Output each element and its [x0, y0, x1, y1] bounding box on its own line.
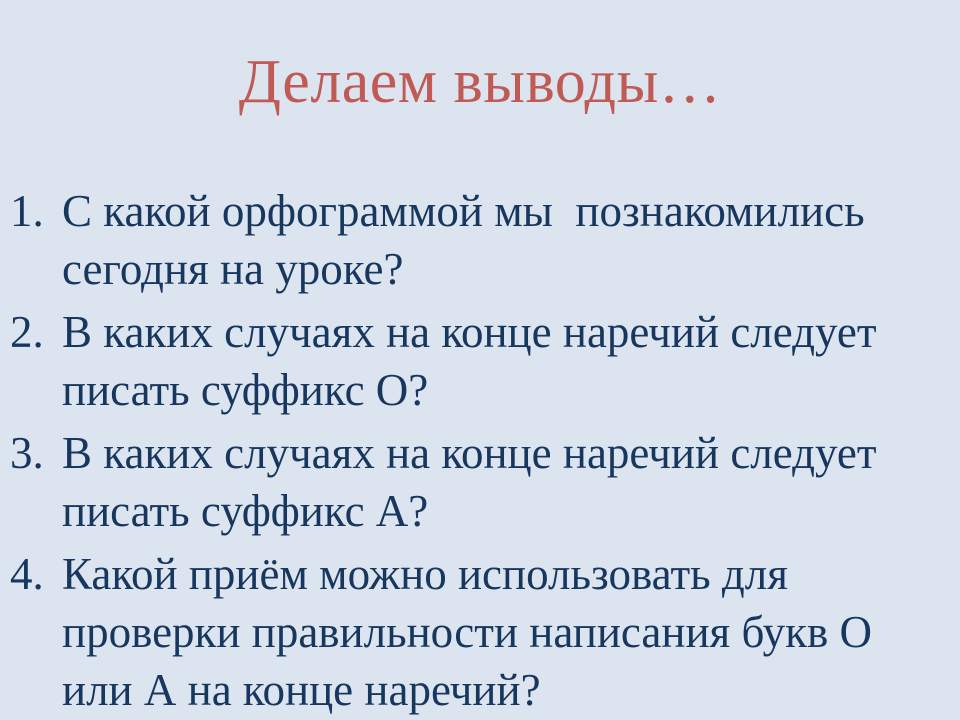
- list-item-text: Какой приём можно использовать для проверки правильности написания букв О или А на конце наречий?: [62, 549, 884, 716]
- list-item: [0, 545, 960, 719]
- list-item: [0, 424, 960, 540]
- list-item-number: 3.: [10, 428, 44, 479]
- list-item: [0, 182, 960, 298]
- list-item-text: В каких случаях на конце наречий следует писать суффикс О?: [62, 307, 888, 416]
- questions-list: [0, 182, 960, 719]
- list-item-number: 1.: [10, 186, 44, 237]
- list-item-text: В каких случаях на конце наречий следует писать суффикс А?: [62, 428, 888, 537]
- list-item-text: С какой орфограммой мы познакомились сегодня на уроке?: [62, 186, 876, 295]
- list-item: [0, 303, 960, 419]
- list-item-number: 2.: [10, 307, 44, 358]
- slide-title: Делаем выводы…: [238, 48, 722, 116]
- list-item-number: 4.: [10, 549, 44, 600]
